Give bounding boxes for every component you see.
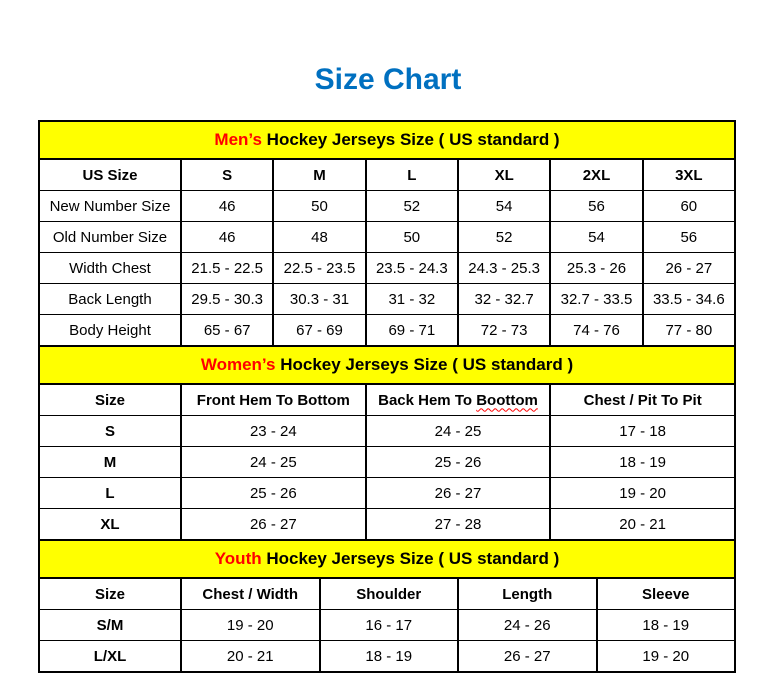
cell: 23.5 - 24.3 [366,253,458,284]
cell: 24 - 25 [181,447,366,478]
cell: 29.5 - 30.3 [181,284,273,315]
row-label: L [39,478,181,509]
cell: 32 - 32.7 [458,284,550,315]
youth-header-row [39,578,735,610]
mens-section-highlight: Men’s [214,130,262,149]
row-label: M [39,447,181,478]
cell: 69 - 71 [366,315,458,347]
womens-section-title-rest: Hockey Jerseys Size ( US standard ) [275,355,574,374]
cell: 17 - 18 [550,416,735,447]
col-header: Chest / Width [181,578,320,610]
cell: 26 - 27 [643,253,735,284]
row-label: Old Number Size [39,222,181,253]
womens-section-highlight: Women’s [200,355,276,374]
cell: 46 [181,191,273,222]
cell: 26 - 27 [366,478,551,509]
cell: 19 - 20 [550,478,735,509]
table-row [39,416,735,447]
row-label: Body Height [39,315,181,347]
col-header: 3XL [643,159,735,191]
table-row [39,191,735,222]
table-row [39,284,735,315]
cell: 30.3 - 31 [273,284,365,315]
youth-section-title-rest: Hockey Jerseys Size ( US standard ) [261,549,560,568]
table-row [39,447,735,478]
cell: 60 [643,191,735,222]
col-header-prefix: Back Hem To [378,391,473,409]
table-row [39,610,735,641]
table-row [39,222,735,253]
col-header: Shoulder [320,578,459,610]
col-header: US Size [39,159,181,191]
cell: 67 - 69 [273,315,365,347]
youth-size-table [38,539,736,673]
cell: 50 [366,222,458,253]
cell: 16 - 17 [320,610,459,641]
row-label: S [39,416,181,447]
mens-section-title-rest: Hockey Jerseys Size ( US standard ) [261,130,560,149]
table-row [39,478,735,509]
cell: 27 - 28 [366,509,551,541]
womens-size-table [38,345,736,541]
cell: 72 - 73 [458,315,550,347]
cell: 18 - 19 [320,641,459,673]
col-header: Size [39,578,181,610]
cell: 25 - 26 [181,478,366,509]
cell: 20 - 21 [550,509,735,541]
table-row [39,253,735,284]
cell: 26 - 27 [458,641,597,673]
cell: 56 [643,222,735,253]
cell: 24 - 26 [458,610,597,641]
cell: 18 - 19 [550,447,735,478]
mens-section-band-row [39,121,735,159]
cell: 26 - 27 [181,509,366,541]
col-header: Sleeve [597,578,736,610]
cell: 25.3 - 26 [550,253,642,284]
cell: 52 [366,191,458,222]
table-row [39,641,735,673]
col-header: XL [458,159,550,191]
col-header: 2XL [550,159,642,191]
cell: 32.7 - 33.5 [550,284,642,315]
row-label: Width Chest [39,253,181,284]
row-label: Back Length [39,284,181,315]
cell: 21.5 - 22.5 [181,253,273,284]
mens-size-table [38,120,736,347]
cell: 24 - 25 [366,416,551,447]
womens-section-header [39,346,735,384]
cell: 31 - 32 [366,284,458,315]
cell: 18 - 19 [597,610,736,641]
mens-header-row [39,159,735,191]
misspelled-word: Boottom [476,391,538,409]
cell: 50 [273,191,365,222]
mens-section-header [39,121,735,159]
col-header: S [181,159,273,191]
cell: 20 - 21 [181,641,320,673]
cell: 77 - 80 [643,315,735,347]
cell: 65 - 67 [181,315,273,347]
cell: 56 [550,191,642,222]
cell: 48 [273,222,365,253]
row-label: XL [39,509,181,541]
col-header: Length [458,578,597,610]
col-header-misspelled [366,384,551,416]
cell: 24.3 - 25.3 [458,253,550,284]
womens-header-row [39,384,735,416]
row-label: New Number Size [39,191,181,222]
cell: 25 - 26 [366,447,551,478]
cell: 19 - 20 [181,610,320,641]
youth-section-band-row [39,540,735,578]
cell: 52 [458,222,550,253]
col-header: Size [39,384,181,416]
youth-section-header [39,540,735,578]
cell: 22.5 - 23.5 [273,253,365,284]
cell: 54 [550,222,642,253]
col-header: L [366,159,458,191]
table-row [39,315,735,347]
page-title: Size Chart [314,63,462,96]
cell: 33.5 - 34.6 [643,284,735,315]
cell: 19 - 20 [597,641,736,673]
youth-section-highlight: Youth [214,549,262,568]
cell: 46 [181,222,273,253]
cell: 54 [458,191,550,222]
row-label: L/XL [39,641,181,673]
cell: 23 - 24 [181,416,366,447]
womens-section-band-row [39,346,735,384]
table-row [39,509,735,541]
size-chart-tables [38,120,736,673]
col-header: Chest / Pit To Pit [550,384,735,416]
col-header: M [273,159,365,191]
col-header: Front Hem To Bottom [181,384,366,416]
cell: 74 - 76 [550,315,642,347]
row-label: S/M [39,610,181,641]
